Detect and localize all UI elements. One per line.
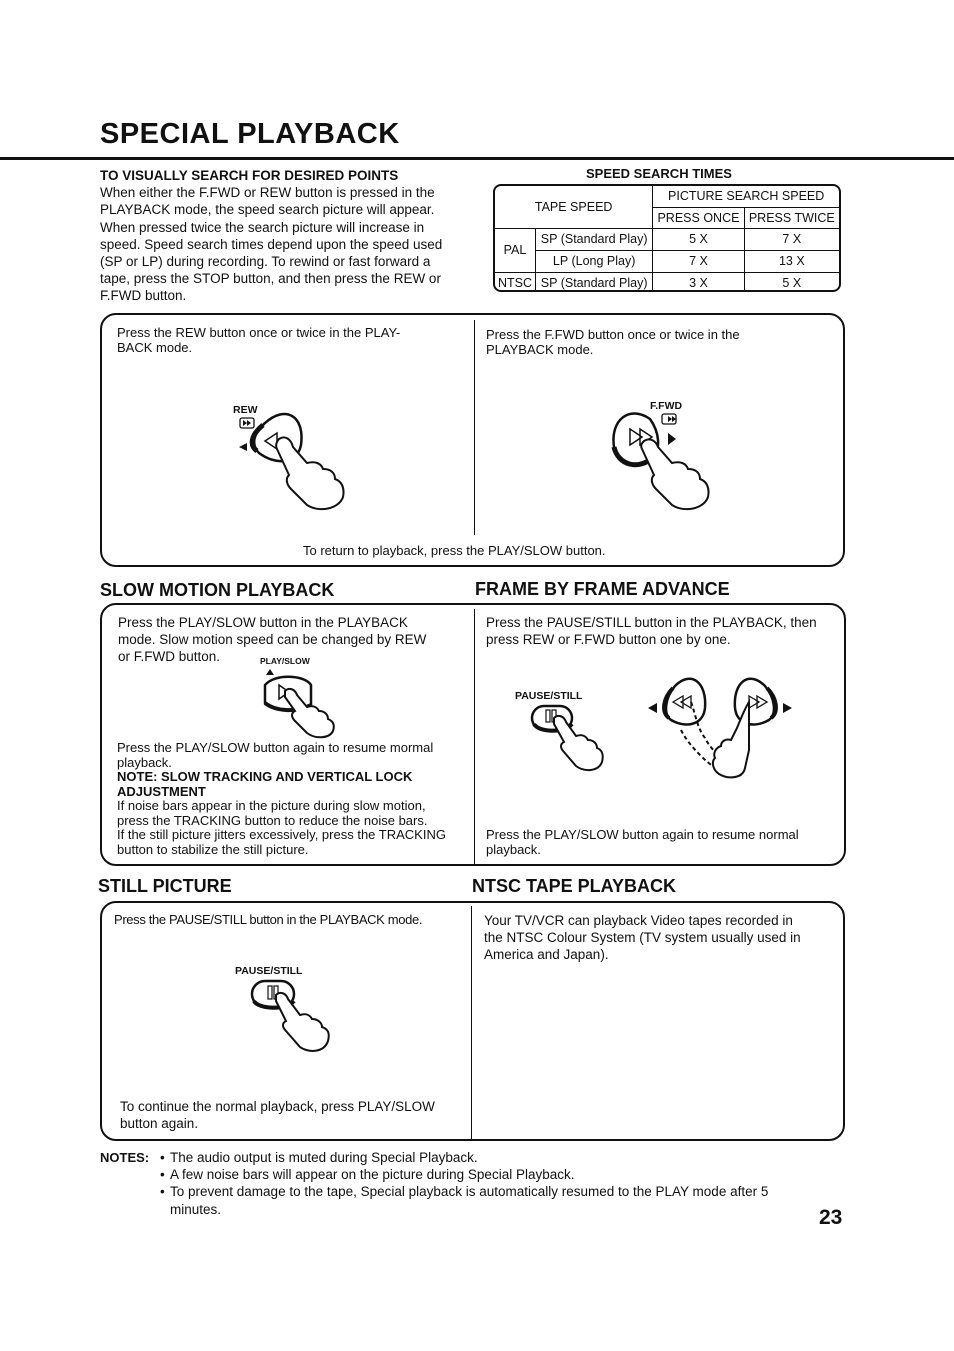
frame-advance-instructions [486,614,841,648]
note-line: press the TRACKING button to reduce the noise bars. [117,812,428,828]
pause-still-label: PAUSE/STILL [515,690,583,702]
ffwd-instruction-line: PLAYBACK mode. [486,342,594,357]
press-once-cell: 3 X [653,272,744,292]
ntsc-playback-heading: NTSC TAPE PLAYBACK [472,876,677,896]
rew-instructions [117,325,457,355]
visual-search-section [100,167,480,305]
slow-resume-line: Press the PLAY/SLOW button again to resume mormal [117,740,434,755]
note-heading: ADJUSTMENT [117,783,206,799]
press-once-cell: 5 X [653,228,744,250]
play-slow-button-hand-icon [255,665,345,740]
visual-search-line: When either the F.FWD or REW button is pressed in the [100,185,435,201]
notes-label: NOTES: [100,1150,150,1165]
press-twice-cell: 13 X [744,250,839,272]
search-box-divider [474,320,475,535]
pause-still-button-hand-icon [528,700,618,780]
still-continue-text [120,1098,465,1132]
frame-advance-heading: FRAME BY FRAME ADVANCE [475,579,730,599]
ntsc-line: the NTSC Colour System (TV system usually used in [484,930,801,946]
visual-search-line: tape, press the STOP button, and then press the REW or [100,271,441,287]
slow-motion-heading: SLOW MOTION PLAYBACK [100,580,335,600]
ntsc-line: America and Japan). [484,947,609,963]
still-pause-button-hand-icon [248,975,348,1060]
slow-motion-line: mode. Slow motion speed can be changed by REW [118,632,427,648]
slow-motion-line: or F.FWD button. [118,649,221,665]
visual-search-line: (SP or LP) during recording. To rewind or fast forward a [100,254,431,270]
note-item-continuation: minutes. [170,1201,222,1217]
rew-button-hand-icon [235,405,355,515]
still-picture-instruction: Press the PAUSE/STILL button in the PLAYBACK mode. [114,912,423,927]
press-twice-header: PRESS TWICE [744,207,839,228]
press-twice-cell: 5 X [744,272,839,292]
still-picture-heading: STILL PICTURE [98,876,232,896]
frame-resume-text [486,828,836,857]
still-pause-label: PAUSE/STILL [235,965,303,977]
speed-search-table [493,184,841,292]
slow-resume-line: playback. [117,754,172,770]
rew-label: REW [233,404,258,416]
rew-ffwd-frame-hand-icon [645,672,795,784]
press-twice-cell: 7 X [744,228,839,250]
ntsc-playback-text [484,912,834,964]
ntsc-line: Your TV/VCR can playback Video tapes recorded in [484,913,793,928]
notes-list [170,1149,820,1218]
still-continue-line: To continue the normal playback, press PLAY/SLOW [120,1099,435,1114]
tape-speed-cell: LP (Long Play) [536,250,653,272]
page-number: 23 [819,1206,843,1229]
title-rule [0,157,954,160]
ffwd-button-hand-icon [600,405,720,515]
slow-motion-notes [117,741,467,857]
ffwd-label: F.FWD [650,400,683,412]
tape-speed-cell: SP (Standard Play) [536,228,653,250]
still-ntsc-divider [471,906,472,1140]
note-heading: NOTE: SLOW TRACKING AND VERTICAL LOCK [117,769,413,784]
visual-search-line: speed. Speed search times depend upon the speed used [100,236,443,252]
note-item: • To prevent damage to the tape, Special playback is automatically resumed to the PLAY mode after 5 [170,1183,820,1200]
speed-table-caption: SPEED SEARCH TIMES [586,166,732,181]
visual-search-line: F.FWD button. [100,288,187,304]
press-once-cell: 7 X [653,250,744,272]
slow-motion-line: Press the PLAY/SLOW button in the PLAYBACK [118,615,408,630]
still-continue-line: button again. [120,1116,199,1132]
note-line: button to stabilize the still picture. [117,841,309,857]
ntsc-cell: NTSC [495,272,536,292]
frame-resume-line: Press the PLAY/SLOW button again to resume normal [486,827,799,842]
return-to-playback-text: To return to playback, press the PLAY/SLOW button. [303,543,606,558]
pal-cell: PAL [495,228,536,272]
rew-instruction-line: BACK mode. [117,340,193,355]
ffwd-instructions [486,327,826,357]
frame-advance-line: press REW or F.FWD button one by one. [486,632,731,648]
picture-search-speed-header: PICTURE SEARCH SPEED [653,186,839,207]
note-item: • The audio output is muted during Special Playback. [170,1149,820,1166]
frame-advance-line: Press the PAUSE/STILL button in the PLAYBACK, then [486,615,817,630]
tape-speed-header: TAPE SPEED [495,186,653,228]
ffwd-instruction-line: Press the F.FWD button once or twice in the [486,327,740,342]
note-line: If noise bars appear in the picture during slow motion, [117,798,426,813]
page-title: SPECIAL PLAYBACK [100,118,400,150]
slow-frame-divider [474,609,475,865]
visual-search-line: PLAYBACK mode, the speed search picture will appear. [100,202,435,218]
note-line: If the still picture jitters excessively, press the TRACKING [117,827,446,842]
rew-instruction-line: Press the REW button once or twice in the PLAY- [117,325,401,340]
visual-search-heading: TO VISUALLY SEARCH FOR DESIRED POINTS [100,168,399,183]
play-slow-label: PLAY/SLOW [260,656,310,666]
press-once-header: PRESS ONCE [653,207,744,228]
frame-resume-line: playback. [486,841,541,857]
visual-search-line: When pressed twice the search picture will increase in [100,219,425,235]
note-item: • A few noise bars will appear on the picture during Special Playback. [170,1166,820,1183]
tape-speed-cell: SP (Standard Play) [536,272,653,292]
